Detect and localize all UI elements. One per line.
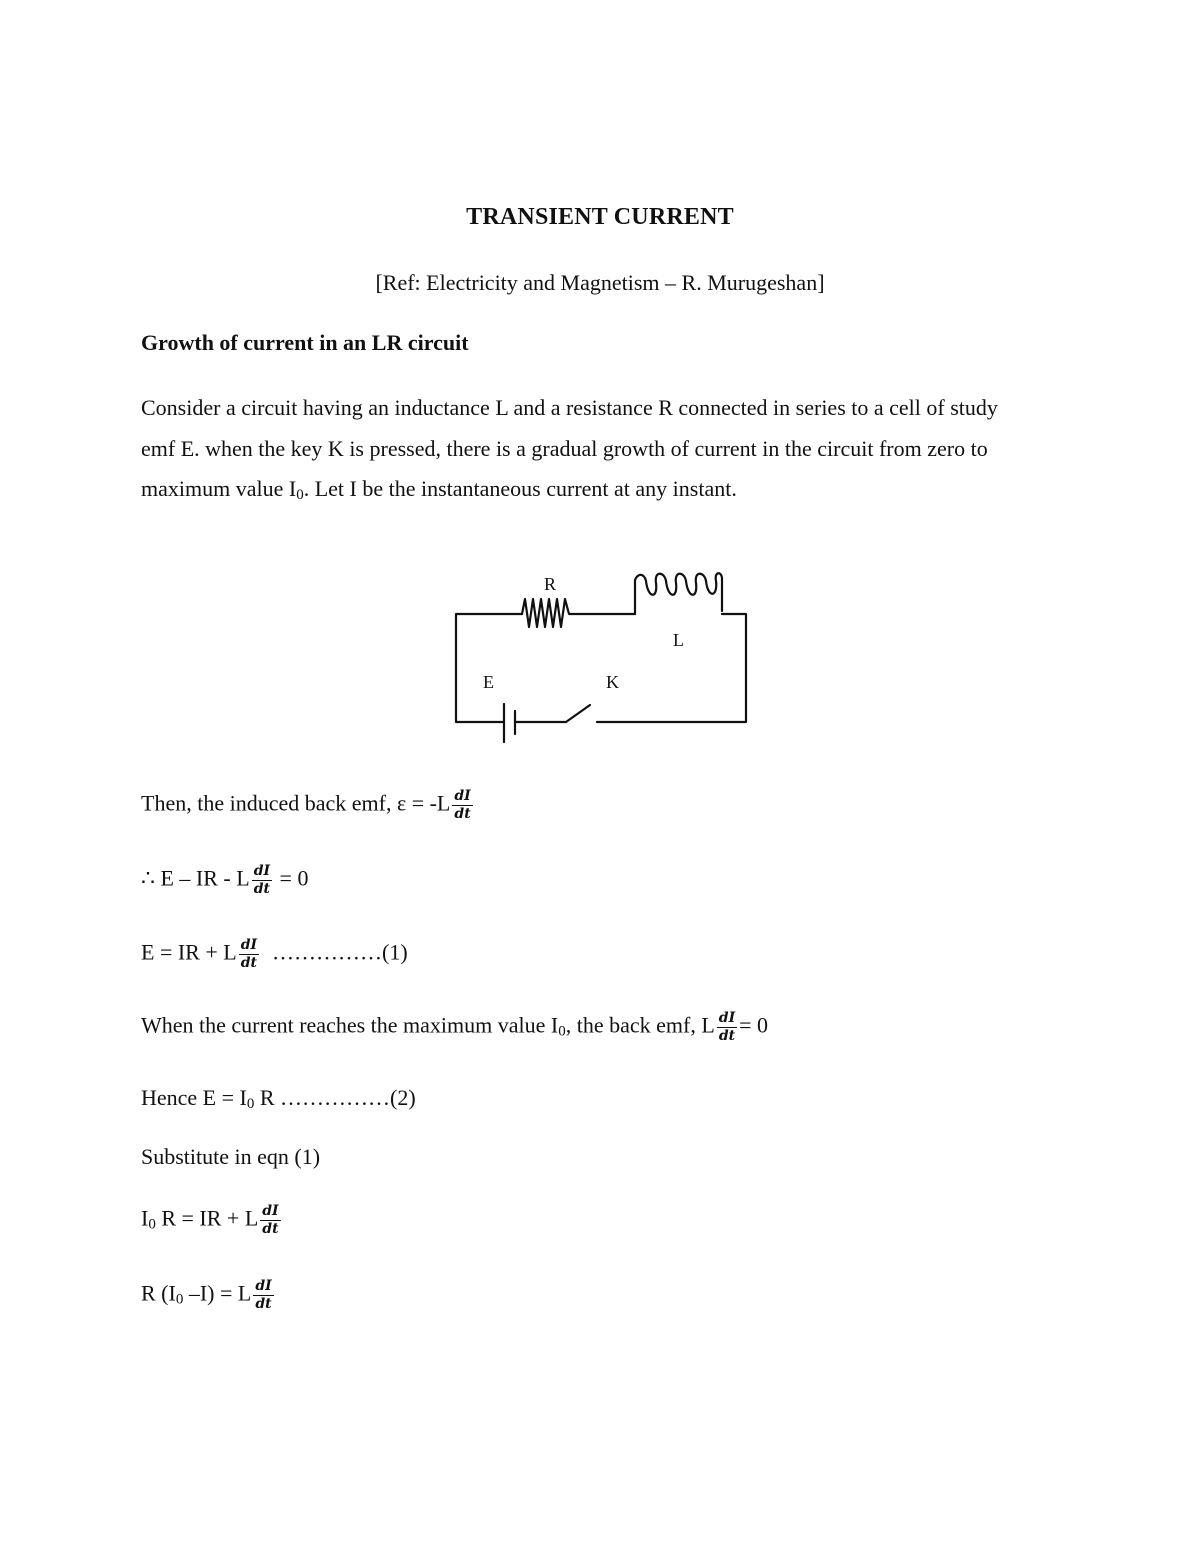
intro-paragraph [141, 388, 1066, 516]
intro-line-1: Consider a circuit having an inductance L and a resistance R connected in series to a cell of study [141, 395, 998, 420]
substitute-note: Substitute in eqn (1) [141, 1144, 321, 1169]
equation-text-mid: , the back emf, L [565, 1012, 715, 1038]
fraction-denominator: dt [718, 1028, 736, 1044]
equation-text: When the current reaches the maximum value I [141, 1012, 559, 1038]
fraction-numerator: dI [454, 788, 471, 804]
circuit-wire-right [597, 614, 746, 722]
equation-number: R ……………(2) [254, 1085, 416, 1110]
resistor-label: R [544, 574, 557, 594]
equation-text-tail: = 0 [279, 865, 309, 891]
equation-1 [141, 938, 408, 971]
circuit-wire-left [456, 614, 522, 722]
fraction-denominator: dt [262, 1221, 279, 1237]
intro-line-3 [141, 469, 1066, 516]
intro-line-3-tail: . Let I be the instantaneous current at any instant. [303, 476, 737, 501]
derivative-fraction [252, 864, 272, 897]
equation-text: Hence E = I [141, 1085, 247, 1110]
equation-2 [141, 1085, 416, 1113]
equation-text-tail: –I) = L [183, 1280, 252, 1306]
derivative-fraction [253, 1279, 273, 1312]
equation-text: I [141, 1205, 149, 1231]
fraction-denominator: dt [454, 806, 471, 822]
fraction-numerator: dI [255, 1278, 272, 1294]
subscript-zero: 0 [558, 1023, 566, 1040]
inductor-label: L [673, 630, 684, 650]
equation-text: Then, the induced back emf, ε = -L [141, 790, 451, 816]
fraction-numerator: dI [253, 863, 271, 879]
equation-text: ∴ E – IR - L [141, 865, 250, 891]
fraction-numerator: dI [262, 1203, 279, 1219]
resistor-symbol [522, 599, 635, 627]
section-heading: Growth of current in an LR circuit [141, 330, 469, 355]
fraction-denominator: dt [253, 881, 270, 897]
lr-circuit-diagram [440, 565, 760, 750]
page-title: TRANSIENT CURRENT [466, 204, 734, 230]
subscript-zero: 0 [246, 1096, 255, 1112]
derivative-fraction [239, 938, 259, 971]
inductor-symbol [635, 573, 722, 614]
equation-kirchhoff [141, 864, 308, 897]
equation-substituted [141, 1204, 283, 1237]
derivative-fraction [717, 1011, 737, 1044]
subscript-zero: 0 [148, 1216, 156, 1233]
reference-line: [Ref: Electricity and Magnetism – R. Murugeshan] [375, 270, 825, 295]
derivative-fraction [452, 789, 472, 822]
fraction-denominator: dt [255, 1296, 272, 1312]
key-label: K [606, 672, 619, 692]
key-switch [515, 705, 590, 722]
equation-max-current [141, 1011, 768, 1044]
equation-number: ……………(1) [272, 939, 408, 965]
subscript-zero: 0 [175, 1291, 184, 1308]
equation-text: R (I [141, 1280, 176, 1306]
derivative-fraction [260, 1204, 280, 1237]
fraction-numerator: dI [240, 937, 258, 953]
cell-label: E [483, 672, 494, 692]
equation-text: E = IR + L [141, 939, 237, 965]
intro-line-3-text: maximum value I [141, 476, 297, 501]
fraction-denominator: dt [240, 955, 257, 971]
equation-back-emf [141, 789, 475, 822]
intro-line-2: emf E. when the key K is pressed, there is a gradual growth of current in the circuit from zero to [141, 435, 988, 461]
subscript-zero: 0 [296, 487, 304, 503]
equation-text-tail: = 0 [739, 1012, 769, 1038]
fraction-numerator: dI [718, 1010, 736, 1026]
equation-text-tail: R = IR + L [155, 1205, 259, 1231]
equation-rearranged [141, 1279, 276, 1312]
